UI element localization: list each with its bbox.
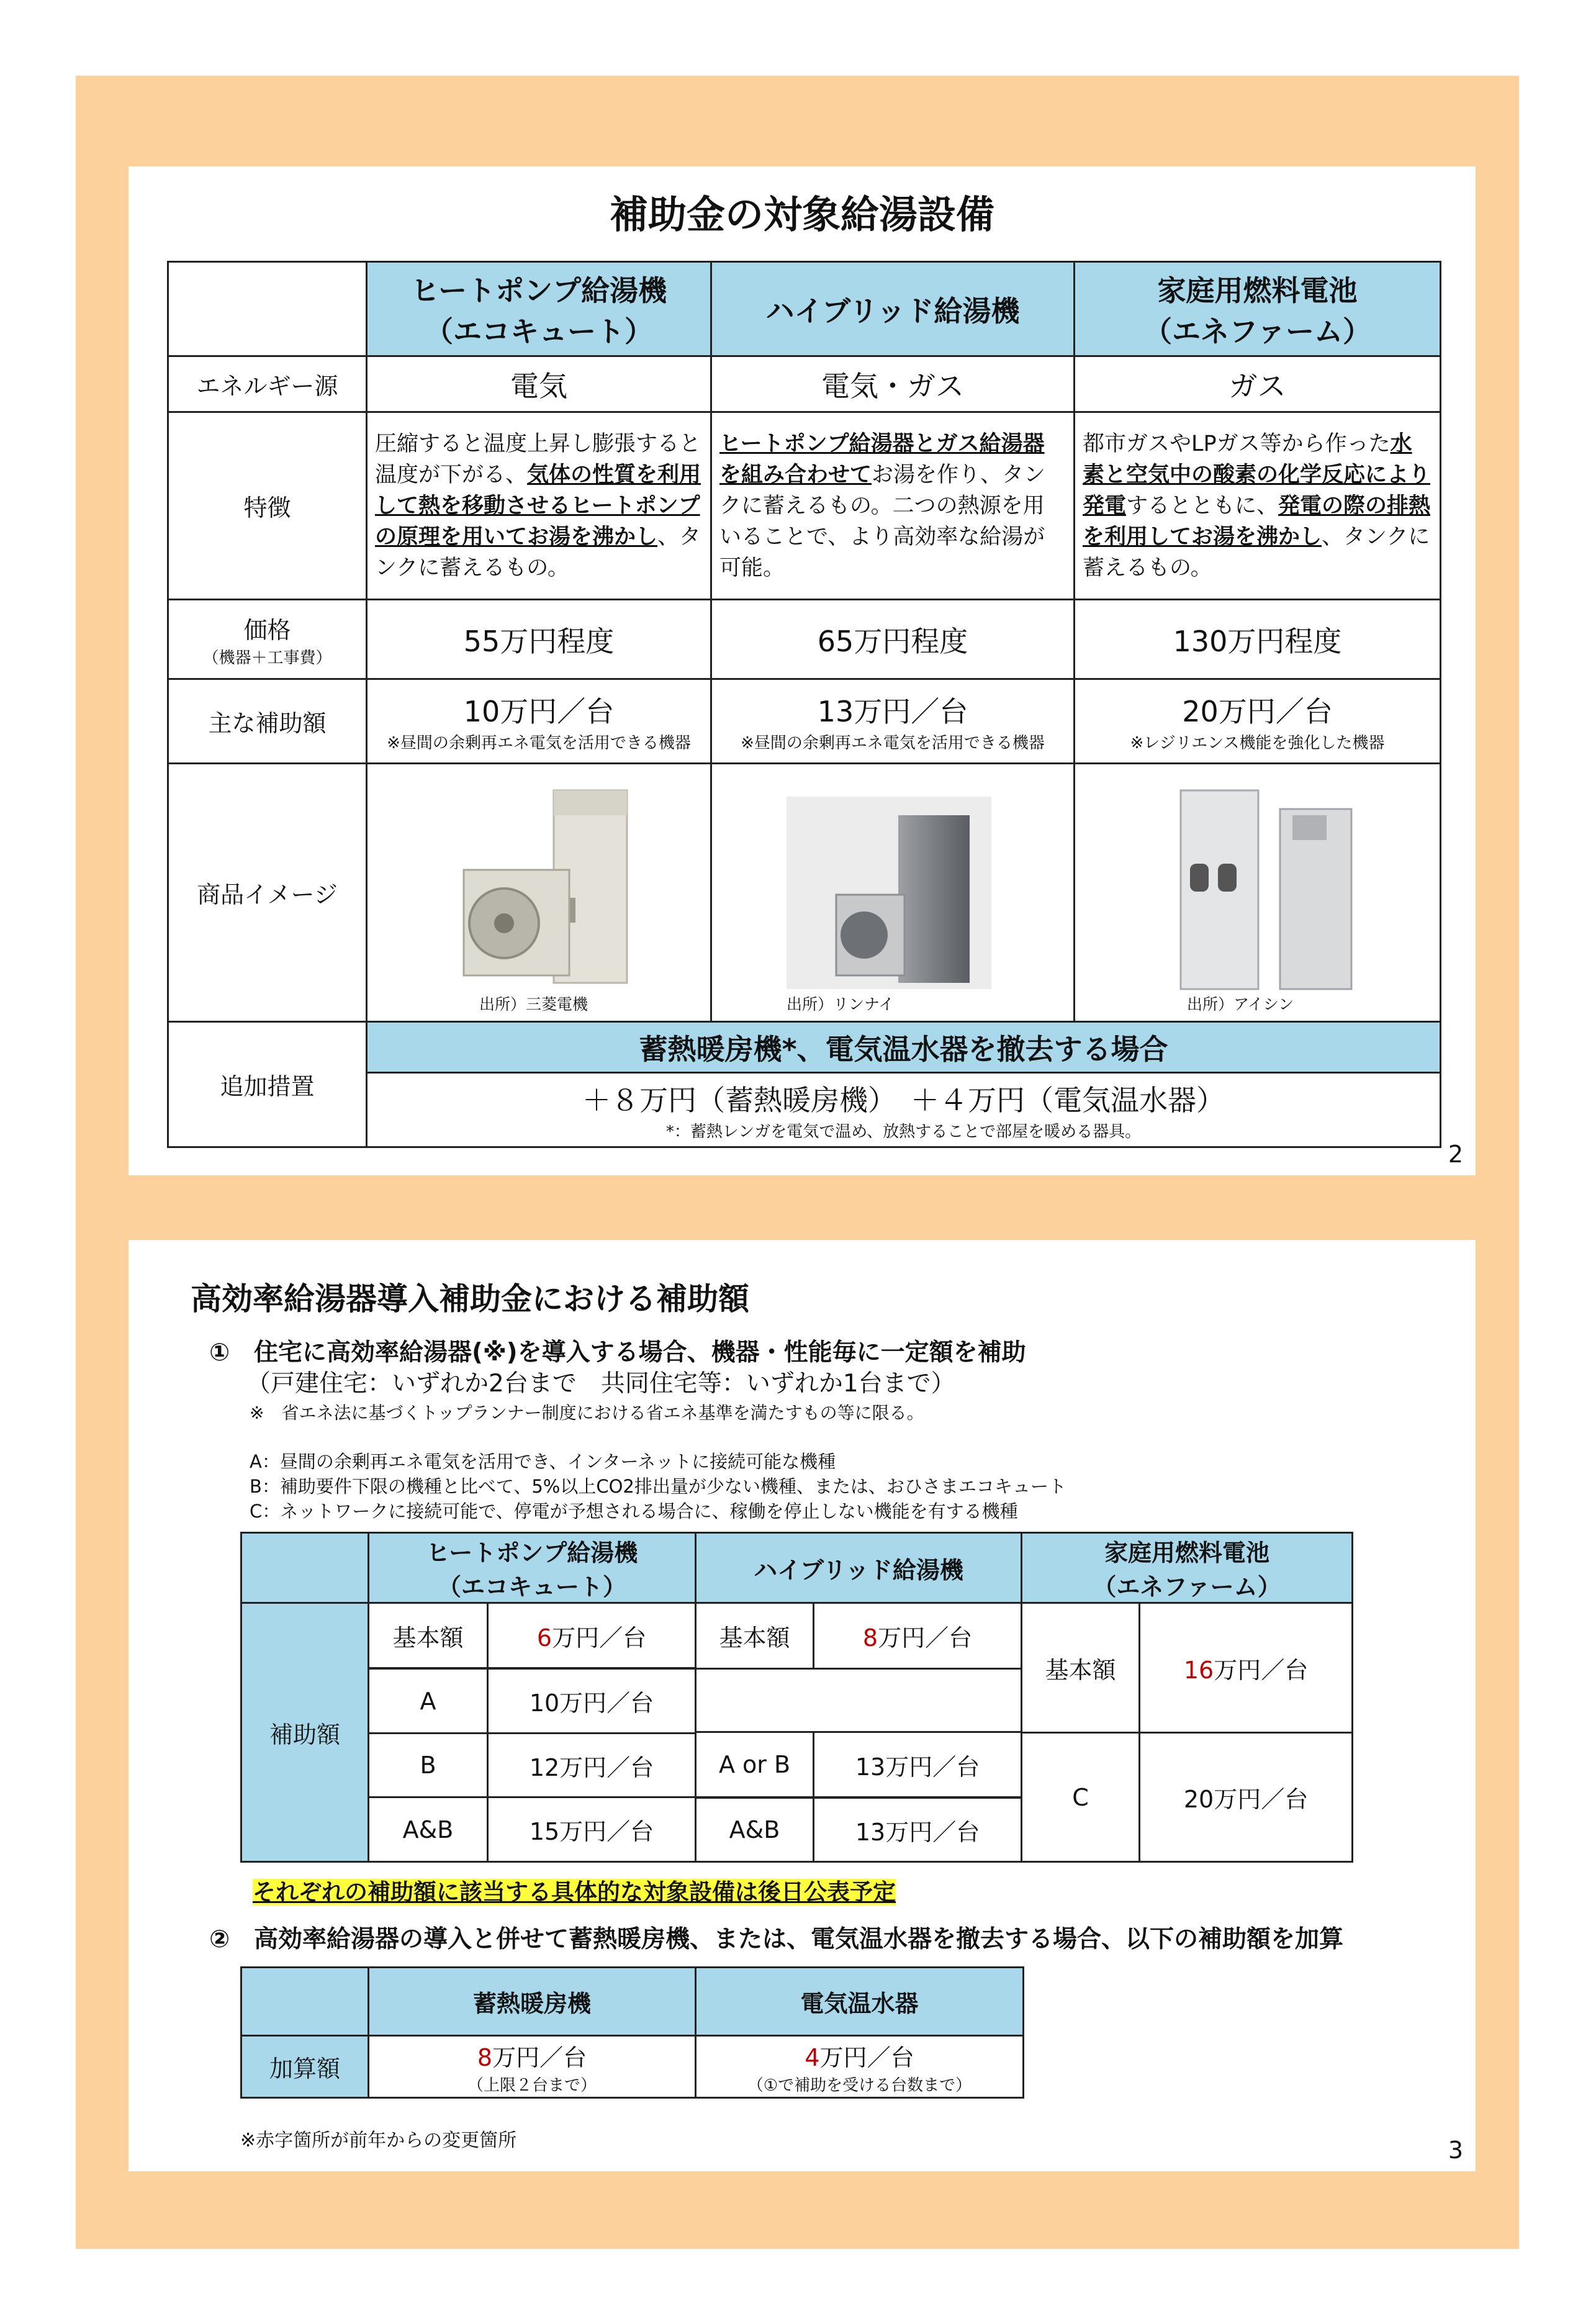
- item-1-note: ※ 省エネ法に基づくトップランナー制度における省エネ基準を満たすもの等に限る。: [250, 1403, 924, 1423]
- slide-title: 高効率給湯器導入補助金における補助額: [191, 1281, 749, 1317]
- item-2-heading: ② 高効率給湯器の導入と併せて蓄熱暖房機、または、電気温水器を撤去する場合、以下の補助額を加算: [209, 1925, 1344, 1953]
- fc-tier-value: 20万円／台: [1140, 1733, 1353, 1862]
- slide-subsidy-amounts: [128, 1240, 1476, 2171]
- row-label-additional: 加算額: [241, 2036, 369, 2098]
- hp-tier-value: 10万円／台: [488, 1669, 696, 1734]
- page-number: 3: [1448, 2136, 1463, 2164]
- definition-b: B：補助要件下限の機種と比べて、5%以上CO2排出量が少ない機種、または、おひさまエコキュート: [250, 1476, 1066, 1497]
- heatpump-unit-image: [367, 764, 712, 1021]
- row-label-subsidy: 補助額: [241, 1603, 369, 1862]
- hy-tier-key: A&B: [369, 1797, 488, 1862]
- fuelcell-unit-image: [1075, 764, 1441, 1021]
- row-label-image: 商品イメージ: [168, 764, 367, 1022]
- price-value: 65万円程度: [711, 600, 1075, 679]
- subsidy-amount-table: [240, 1532, 1353, 1863]
- additional-value-2: 4万円／台 （①で補助を受ける台数まで）: [696, 2036, 1024, 2098]
- energy-value: 電気: [367, 356, 711, 412]
- product-image-fuelcell: [1075, 764, 1441, 1022]
- col-header-fuelcell: 家庭用燃料電池 （エネファーム）: [1075, 262, 1441, 356]
- subsidy-cell: 10万円／台 ※昼間の余剰再エネ電気を活用できる機器: [367, 679, 711, 764]
- subsidy-cell: 20万円／台 ※レジリエンス機能を強化した機器: [1075, 679, 1441, 764]
- price-value: 130万円程度: [1075, 600, 1441, 679]
- hp-tier-key: B: [369, 1734, 488, 1797]
- feature-heatpump: 圧縮すると温度上昇し膨張すると温度が下がる、気体の性質を利用して熱を移動させるヒートポンプの原理を用いてお湯を沸かし、タンクに蓄えるもの。: [367, 412, 711, 600]
- additional-value-1: 8万円／台 （上限２台まで）: [369, 2036, 696, 2098]
- hybrid-unit-image: [712, 764, 1075, 1021]
- extra-amount-cell: ＋８万円（蓄熱暖房機） ＋４万円（電気温水器） *：蓄熱レンガを電気で温め、放熱することで部屋を暖める器具。: [367, 1073, 1441, 1147]
- subsidy-cell: 13万円／台 ※昼間の余剰再エネ電気を活用できる機器: [711, 679, 1075, 764]
- item-1-heading: ① 住宅に高効率給湯器(※)を導入する場合、機器・性能毎に一定額を補助: [209, 1339, 1026, 1367]
- col-header-fuelcell: 家庭用燃料電池 （エネファーム）: [1022, 1533, 1353, 1603]
- hy-tier-value: 15万円／台: [488, 1797, 696, 1862]
- corner-cell: [241, 1533, 369, 1603]
- row-label-extra: 追加措置: [168, 1022, 367, 1147]
- image-credit: 出所）アイシン: [1187, 995, 1294, 1013]
- equipment-table: [167, 261, 1441, 1148]
- row-label-price: 価格 （機器＋工事費）: [168, 600, 367, 679]
- col-header-heatpump: ヒートポンプ給湯機 （エコキュート）: [367, 262, 711, 356]
- hp-tier-key: A: [369, 1669, 488, 1734]
- col-header-electric-water-heater: 電気温水器: [696, 1968, 1024, 2036]
- feature-hybrid: ヒートポンプ給湯器とガス給湯器を組み合わせてお湯を作り、タンクに蓄えるもの。二つの熱源を用いることで、より高効率な給湯が可能。: [711, 412, 1075, 600]
- hp-tier-key: A&B: [696, 1798, 814, 1862]
- col-header-hybrid: ハイブリッド給湯機: [696, 1533, 1022, 1603]
- col-header-storage-heater: 蓄熱暖房機: [369, 1968, 696, 2036]
- corner-cell: [241, 1968, 369, 2036]
- image-credit: 出所）リンナイ: [787, 995, 895, 1013]
- extra-header: 蓄熱暖房機*、電気温水器を撤去する場合: [367, 1022, 1441, 1073]
- definition-c: C：ネットワークに接続可能で、停電が予想される場合に、稼働を停止しない機能を有する機種: [250, 1501, 1018, 1522]
- slide-target-equipment: [128, 166, 1476, 1175]
- row-label-subsidy: 主な補助額: [168, 679, 367, 764]
- base-label: 基本額: [369, 1603, 488, 1668]
- hy-tier-value: 13万円／台: [814, 1732, 1022, 1797]
- row-label-feature: 特徴: [168, 412, 367, 600]
- page-number: 2: [1448, 1141, 1463, 1168]
- hp-tier-value: 12万円／台: [488, 1734, 696, 1797]
- definition-a: A：昼間の余剰再エネ電気を活用でき、インターネットに接続可能な機種: [250, 1451, 836, 1472]
- image-credit: 出所）三菱電機: [479, 995, 588, 1013]
- price-value: 55万円程度: [367, 600, 711, 679]
- item-1-sub: （戸建住宅：いずれか2台まで 共同住宅等：いずれか1台まで）: [246, 1370, 955, 1398]
- row-label-energy: エネルギー源: [168, 356, 367, 412]
- product-image-heatpump: [367, 764, 711, 1022]
- highlight-note: それぞれの補助額に該当する具体的な対象設備は後日公表予定: [253, 1879, 896, 1906]
- product-image-hybrid: [711, 764, 1075, 1022]
- base-label: 基本額: [1022, 1603, 1140, 1733]
- corner-cell: [168, 262, 367, 356]
- fc-base-value: 16万円／台: [1140, 1603, 1353, 1733]
- slide-title: 補助金の対象給湯設備: [609, 192, 994, 237]
- energy-value: ガス: [1075, 356, 1441, 412]
- footnote: ※赤字箇所が前年からの変更箇所: [240, 2130, 517, 2151]
- col-header-heatpump: ヒートポンプ給湯機 （エコキュート）: [369, 1533, 696, 1603]
- energy-value: 電気・ガス: [711, 356, 1075, 412]
- additional-amount-table: [240, 1966, 1024, 2099]
- col-header-hybrid: ハイブリッド給湯機: [711, 262, 1075, 356]
- fc-tier-key: C: [1022, 1733, 1140, 1862]
- hy-base-value: 8万円／台: [814, 1603, 1022, 1669]
- base-label: 基本額: [696, 1603, 814, 1669]
- feature-fuelcell: 都市ガスやLPガス等から作った水素と空気中の酸素の化学反応により発電するとともに、発電の際の排熱を利用してお湯を沸かし、タンクに蓄えるもの。: [1075, 412, 1441, 600]
- hy-tier-key: A or B: [696, 1732, 814, 1797]
- hp-tier-value: 13万円／台: [814, 1798, 1022, 1862]
- hp-base-value: 6万円／台: [488, 1603, 696, 1668]
